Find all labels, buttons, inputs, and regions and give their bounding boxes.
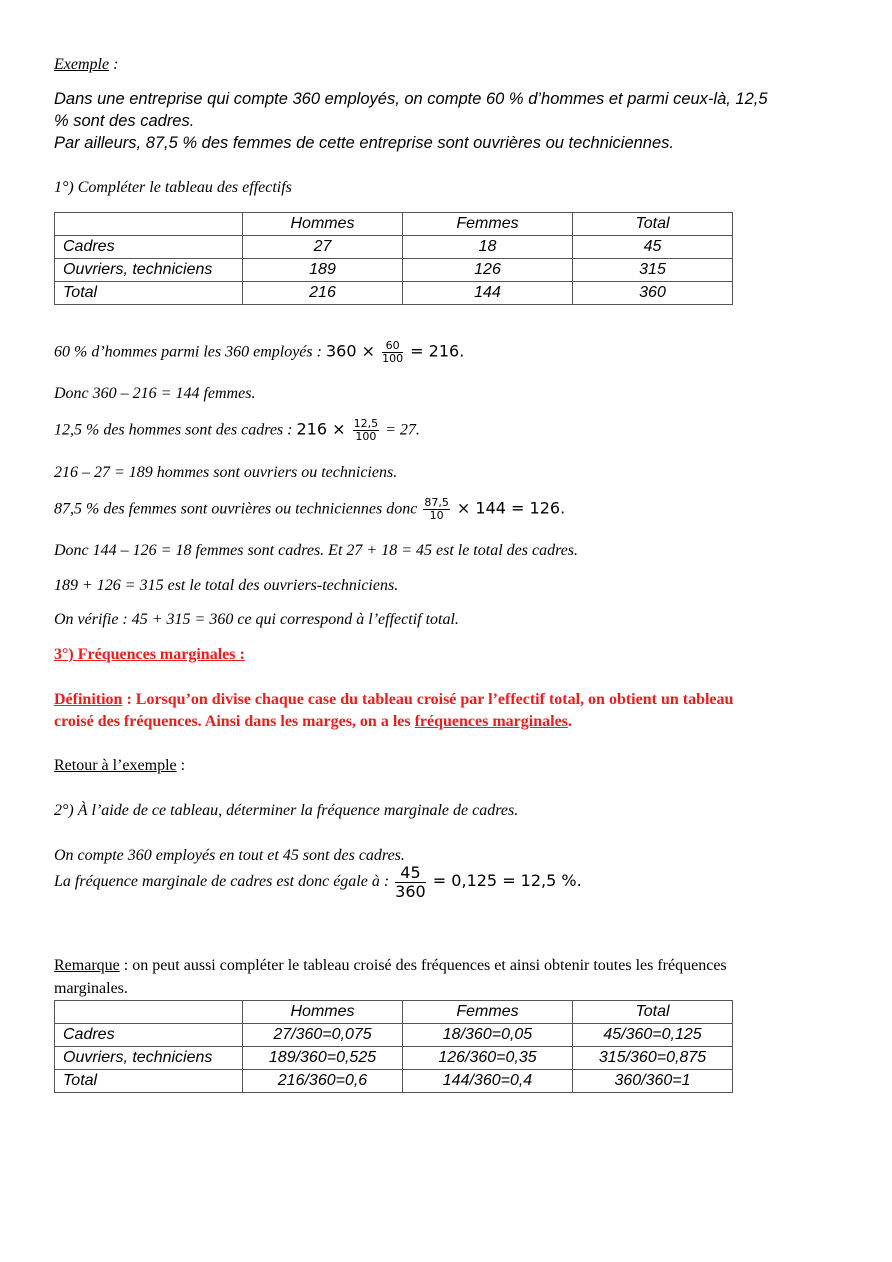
header-cell: Hommes [243, 1001, 403, 1024]
step-1-text: 60 % d’hommes parmi les 360 employés : [54, 343, 326, 361]
fraction-12-5-100 [353, 418, 380, 444]
example-heading-suffix: : [109, 56, 119, 73]
answer-2-line-2 [54, 864, 582, 901]
table-cell: 216 [243, 282, 403, 305]
fraction-60-100 [382, 340, 403, 366]
fraction-numerator: 87,5 [424, 496, 449, 509]
table-cell: 189/360=0,525 [243, 1047, 403, 1070]
table-header-row [55, 213, 733, 236]
table-cell: 360/360=1 [573, 1070, 733, 1093]
table-cell: 27 [243, 236, 403, 259]
table-row [55, 282, 733, 305]
table-cell: 27/360=0,075 [243, 1024, 403, 1047]
remark-text: : on peut aussi compléter le tableau croisé des fréquences et ainsi obtenir toutes les fréquences [119, 957, 727, 974]
table-cell: 126/360=0,35 [403, 1047, 573, 1070]
counts-table [54, 212, 733, 305]
fraction-denominator: 100 [382, 352, 404, 366]
step-1-result: = 216. [405, 341, 465, 361]
row-label: Ouvriers, techniciens [55, 1047, 243, 1070]
question-2: 2°) À l’aide de ce tableau, déterminer la fréquence marginale de cadres. [54, 802, 519, 819]
step-3-result: = 27. [381, 421, 420, 439]
fraction-denominator: 10 [429, 509, 444, 523]
definition-line-1 [54, 691, 733, 709]
definition-text: : Lorsqu’on divise chaque case du tableau croisé par l’effectif total, on obtient un tableau [122, 691, 734, 708]
header-cell: Femmes [403, 1001, 573, 1024]
table-cell: 216/360=0,6 [243, 1070, 403, 1093]
table-cell: 360 [573, 282, 733, 305]
header-cell: Total [573, 213, 733, 236]
table-row [55, 259, 733, 282]
statement-line-1: Dans une entreprise qui compte 360 employés, on compte 60 % d’hommes et parmi ceux-là, 12,5 [54, 90, 768, 108]
row-label: Total [55, 282, 243, 305]
table-row [55, 236, 733, 259]
header-cell: Femmes [403, 213, 573, 236]
definition-text: croisé des fréquences. Ainsi dans les marges, on a les [54, 713, 415, 730]
example-heading-label: Exemple [54, 56, 110, 73]
table-row [55, 1024, 733, 1047]
step-1-math: 360 × [325, 341, 381, 361]
step-3-text: 12,5 % des hommes sont des cadres : [54, 421, 297, 439]
header-cell: Total [573, 1001, 733, 1024]
step-1 [54, 340, 464, 366]
back-to-example-label: Retour à l’exemple [54, 757, 177, 774]
step-7: 189 + 126 = 315 est le total des ouvriers-techniciens. [54, 577, 399, 594]
table-cell: 45/360=0,125 [573, 1024, 733, 1047]
table-cell: 315 [573, 259, 733, 282]
row-label: Ouvriers, techniciens [55, 259, 243, 282]
row-label: Cadres [55, 236, 243, 259]
step-2: Donc 360 – 216 = 144 femmes. [54, 385, 256, 402]
step-6: Donc 144 – 126 = 18 femmes sont cadres. Et 27 + 18 = 45 est le total des cadres. [54, 542, 579, 559]
statement-line-2: % sont des cadres. [54, 112, 195, 130]
table-cell: 18 [403, 236, 573, 259]
table-cell: 315/360=0,875 [573, 1047, 733, 1070]
table-row [55, 1047, 733, 1070]
row-label: Cadres [55, 1024, 243, 1047]
table-cell: 126 [403, 259, 573, 282]
step-4: 216 – 27 = 189 hommes sont ouvriers ou techniciens. [54, 464, 398, 481]
table-row [55, 1070, 733, 1093]
definition-term: fréquences marginales [414, 713, 568, 730]
fraction-45-360 [395, 864, 426, 901]
statement-line-3: Par ailleurs, 87,5 % des femmes de cette entreprise sont ouvrières ou techniciennes. [54, 134, 674, 152]
section-3-title: 3°) Fréquences marginales : [54, 646, 245, 663]
fraction-denominator: 360 [395, 881, 426, 901]
definition-label: Définition [54, 691, 123, 708]
back-to-example-suffix: : [176, 757, 186, 774]
row-label: Total [55, 1070, 243, 1093]
fraction-87-5-10 [423, 497, 450, 523]
step-5 [54, 497, 565, 523]
remark-line-2: marginales. [54, 980, 128, 997]
header-cell [55, 1001, 243, 1024]
step-5-result: × 144 = 126. [451, 498, 566, 518]
question-1: 1°) Compléter le tableau des effectifs [54, 179, 292, 196]
step-3 [54, 418, 420, 444]
answer-2-line-1: On compte 360 employés en tout et 45 sont des cadres. [54, 847, 405, 864]
frequencies-table [54, 1000, 733, 1093]
remark-label: Remarque [54, 957, 120, 974]
table-cell: 45 [573, 236, 733, 259]
header-cell [55, 213, 243, 236]
back-to-example [54, 757, 185, 775]
table-header-row [55, 1001, 733, 1024]
step-8: On vérifie : 45 + 315 = 360 ce qui correspond à l’effectif total. [54, 611, 459, 628]
step-3-math: 216 × [296, 419, 351, 439]
header-cell: Hommes [243, 213, 403, 236]
table-cell: 144 [403, 282, 573, 305]
definition-end: . [567, 713, 572, 730]
step-5-text: 87,5 % des femmes sont ouvrières ou techniciennes donc [54, 500, 422, 518]
definition-line-2 [54, 713, 572, 731]
remark-line-1 [54, 957, 727, 975]
fraction-denominator: 100 [355, 430, 377, 444]
table-cell: 18/360=0,05 [403, 1024, 573, 1047]
table-cell: 189 [243, 259, 403, 282]
fraction-numerator: 60 [382, 340, 403, 353]
fraction-numerator: 45 [395, 864, 426, 883]
example-heading [54, 56, 118, 74]
fraction-numerator: 12,5 [353, 417, 379, 430]
table-cell: 144/360=0,4 [403, 1070, 573, 1093]
answer-2-result: = 0,125 = 12,5 %. [427, 871, 582, 891]
answer-2-text: La fréquence marginale de cadres est donc égale à : [54, 873, 394, 891]
